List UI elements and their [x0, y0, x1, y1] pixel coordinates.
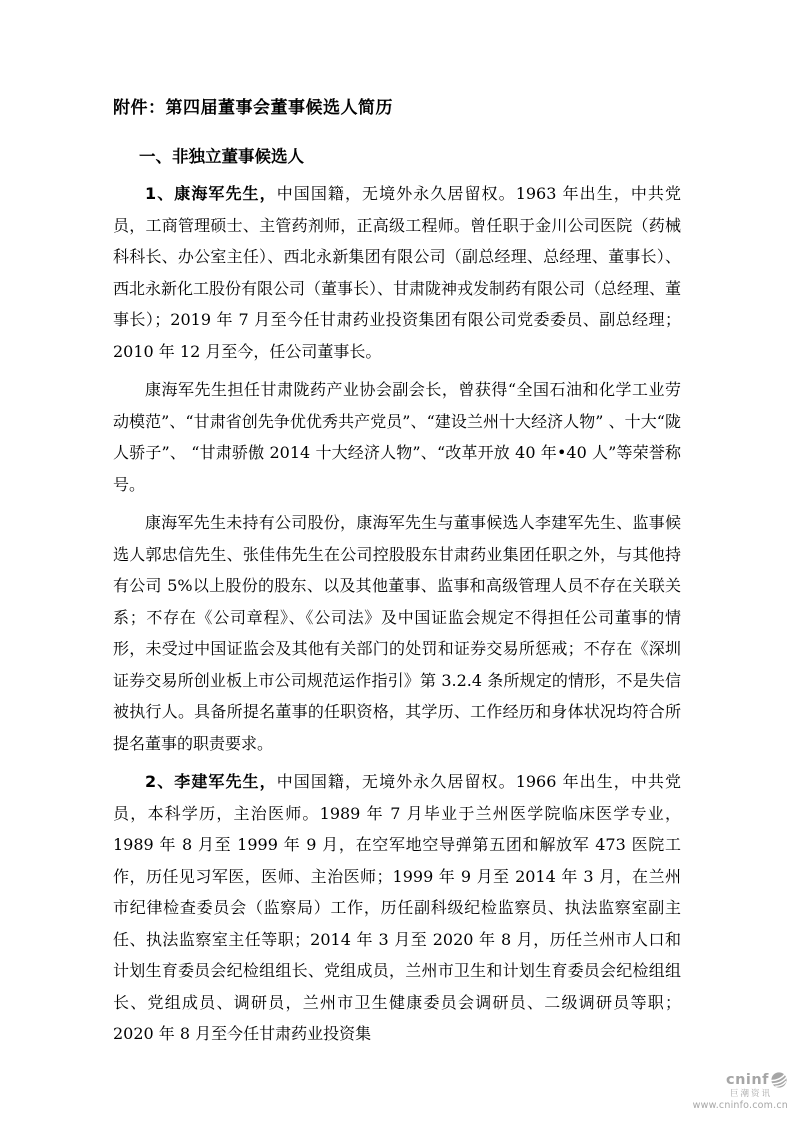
section-heading: 一、非独立董事候选人 — [139, 147, 304, 166]
page-title: 附件：第四届董事会董事候选人简历 — [113, 98, 393, 118]
paragraph-candidate-1-disclosure — [113, 507, 681, 759]
document-page — [113, 97, 681, 1050]
paragraph-text: 中国国籍，无境外永久居留权。1963 年出生，中共党员，工商管理硕士、主管药剂师，正高级工程师。曾任职于金川公司医院（药械科科长、办公室主任）、西北永新集团有限公司（副总经理、总经理、董事长）、西北永新化工股份有限公司（董事长）、甘肃陇神戎发制药有限公司（总经理、董事长）；2019 年 7 月至今任甘肃药业投资集团有限公司党委委员、副总经理；2010 年 12 月至今，任公司董事长。 — [113, 184, 682, 361]
paragraph-text: 康海军先生担任甘肃陇药产业协会副会长，曾获得“全国石油和化学工业劳动模范”、“甘肃省创先争优优秀共产党员”、“建设兰州十大经济人物” 、十大“陇人骄子”、 “甘肃骄傲 2014 十大经济人物”、“改革开放 40 年•40 人”等荣誉称号。 — [113, 380, 681, 494]
cninfo-logo-text: cninf — [725, 1072, 769, 1088]
paragraph-candidate-2-intro — [113, 766, 681, 1050]
cninfo-swirl-icon — [770, 1071, 788, 1089]
candidate-2-name: 2、李建军先生， — [145, 772, 277, 791]
cninfo-watermark — [678, 1071, 788, 1111]
cninfo-logo-subtext: 巨潮资讯 — [729, 1089, 772, 1099]
paragraph-candidate-1-intro — [113, 178, 681, 367]
paragraph-text: 康海军先生未持有公司股份，康海军先生与董事候选人李建军先生、监事候选人郭忠信先生、张佳伟先生在公司控股股东甘肃药业集团任职之外，与其他持有公司 5%以上股份的股东、以及其他董事、监事和高级管理人员不存在关联关系；不存在《公司章程》、《公司法》及中国证监会规定不得担任公司董事的情形，未受过中国证监会及其他有关部门的处罚和证券交易所惩戒；不存在《深圳证券交易所创业板上市公司规范运作指引》第 3.2.4 条所规定的情形，不是失信被执行人。具备所提名董事的任职资格，其学历、工作经历和身体状况均符合所提名董事的职责要求。 — [113, 513, 681, 753]
cninfo-logo-url: www.cninfo.com.cn — [692, 1100, 788, 1111]
paragraph-text: 中国国籍，无境外永久居留权。1966 年出生，中共党员，本科学历，主治医师。1989 年 7 月毕业于兰州医学院临床医学专业，1989 年 8 月至 1999 年 9 月，在空军地空导弹第五团和解放军 473 医院工作，历任见习军医，医师、主治医师；1999 年 9 月至 2014 年 3 月，在兰州市纪律检查委员会（监察局）工作，历任副科级纪检监察员、执法监察室副主任、执法监察室主任等职；2014 年 3 月至 2020 年 8 月，历任兰州市人口和计划生育委员会纪检组组长、党组成员，兰州市卫生和计划生育委员会纪检组组长、党组成员、调研员，兰州市卫生健康委员会调研员、二级调研员等职；2020 年 8 月至今任甘肃药业投资集 — [113, 772, 681, 1043]
paragraph-candidate-1-honors — [113, 374, 681, 500]
cninfo-logo-row — [678, 1071, 788, 1089]
candidate-1-name: 1、康海军先生， — [145, 184, 277, 203]
